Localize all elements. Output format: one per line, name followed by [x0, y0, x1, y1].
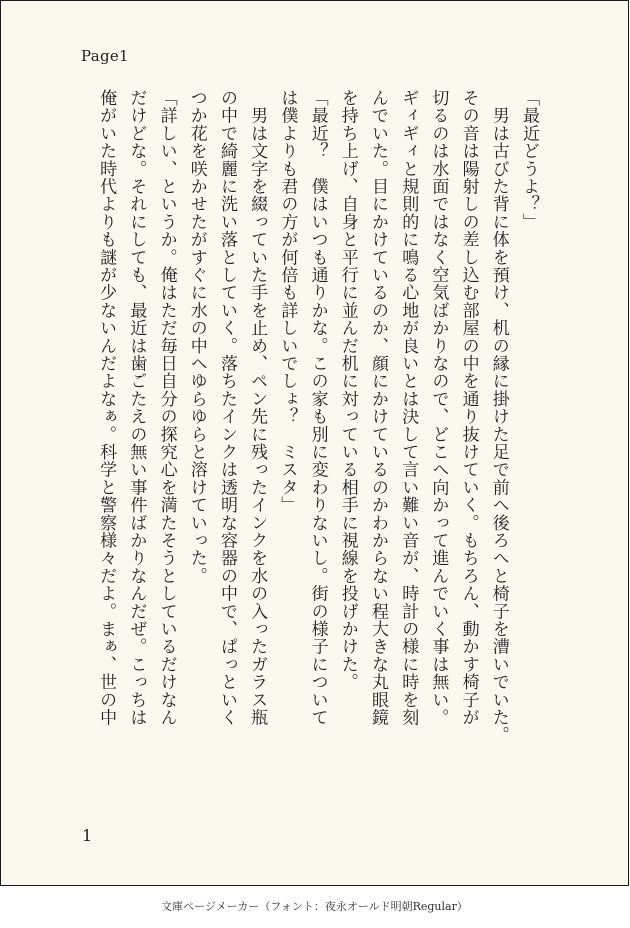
- text-line: 「最近どうよ？」: [519, 89, 539, 231]
- text-line: つか花を咲かせたがすぐに水の中へゆらゆらと溶けていった。: [186, 89, 207, 585]
- text-line: んでいた。目にかけているのか、顔にかけているのかわからない程大きな丸眼鏡: [367, 89, 388, 727]
- text-line: その音は陽射しの差し込む部屋の中を通り抜けていく。もちろん、動かす椅子が: [458, 89, 479, 727]
- text-line: だけどな。それにしても、最近は歯ごたえの無い事件ばかりなんだぜ。こっちは: [126, 89, 147, 727]
- text-line: 俺がいた時代よりも謎が少ないんだよなぁ。科学と警察様々だよ。まぁ、世の中: [96, 89, 117, 727]
- text-line: 「詳しい、というか。俺はただ毎日自分の探究心を満たそうとしているだけなん: [156, 89, 177, 727]
- text-line: ギィギィと規則的に鳴る心地が良いとは決して言い難い音が、時計の様に時を刻: [398, 89, 419, 727]
- text-line: 男は文字を綴っていた手を止め、ペン先に残ったインクを水の入ったガラス瓶: [247, 89, 268, 727]
- text-line: は僕よりも君の方が何倍も詳しいでしょ？ ミスタ」: [277, 89, 298, 514]
- footer-credit: 文庫ページメーカー（フォント：夜永オールド明朝Regular）: [161, 900, 468, 913]
- text-line: の中で綺麗に洗い落としていく。落ちたインクは透明な容器の中で、ぱっといく: [216, 89, 237, 727]
- page-number: 1: [82, 826, 93, 845]
- text-line: を持ち上げ、自身と平行に並んだ机に対っている相手に視線を投げかけた。: [337, 89, 358, 691]
- text-line: 切るのは水面ではなく空気ばかりなので、どこへ向かって進んでいく事は無い。: [428, 89, 449, 727]
- text-line: 「最近？ 僕はいつも通りかな。この家も別に変わりないし。街の様子について: [307, 89, 328, 727]
- page-label: Page1: [81, 47, 129, 65]
- text-line: 男は古びた背に体を預け、机の縁に掛けた足で前へ後ろへと椅子を漕いでいた。: [488, 89, 509, 744]
- vertical-text-body: [91, 89, 544, 809]
